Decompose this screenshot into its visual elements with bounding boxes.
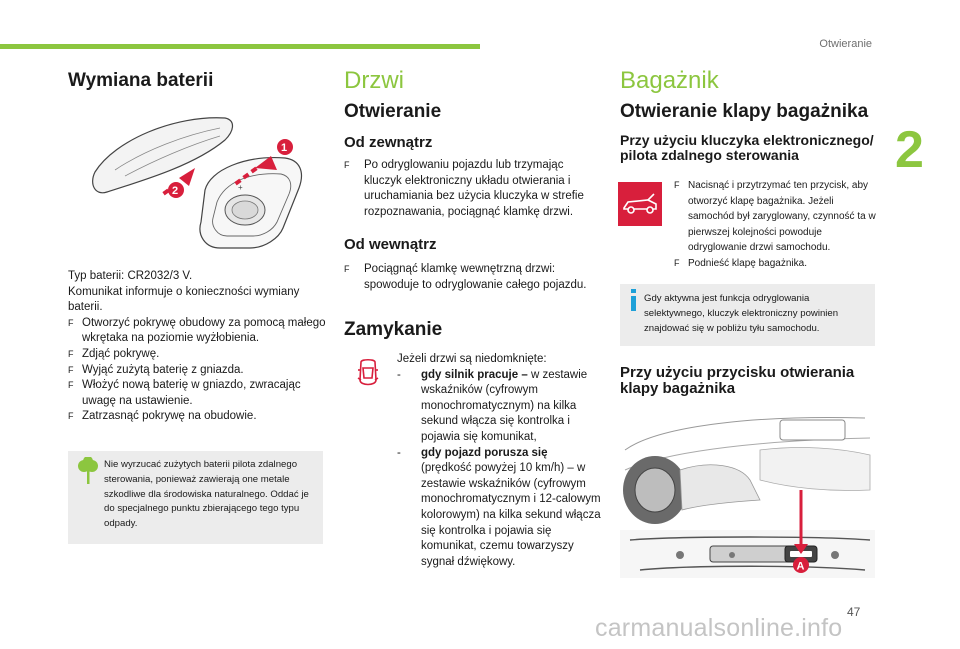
page-number: 47 [847,605,861,619]
battery-step: F Zdjąć pokrywę. [68,347,326,363]
remote-steps [674,178,878,272]
remote-step: F Nacisnąć i przytrzymać ten przycisk, aby otworzyć klapę bagażnika. Jeżeli samochód był zaryglowany, czynność ta w pierwszej kolejności powoduje odryglowanie drzwi samochodu. [674,180,876,254]
chapter-color-bar [0,44,480,49]
figure-marker-1: 1 [281,142,288,154]
section-header: Otwieranie [819,38,872,50]
bullet-icon: F [68,348,74,359]
bullet-icon: F [674,180,680,190]
bullet-icon: F [344,264,350,274]
outside-title: Od zewnątrz [344,134,433,151]
button-title: Przy użyciu przycisku otwierania klapy bagażnika [620,364,855,397]
inside-step: F Pociągnąć klamkę wewnętrzną drzwi: spowoduje to odryglowanie całego pojazdu. [344,263,587,291]
bullet-icon: F [68,411,74,422]
outside-text-block [344,158,600,220]
inside-title: Od wewnątrz [344,236,437,253]
remote-step: F Podnieść klapę bagażnika. [674,256,878,272]
figure-marker-2: 2 [172,185,179,197]
dash-marker: - [397,368,401,381]
doors-opening-title: Otwieranie [344,101,442,122]
svg-text:+: + [238,183,243,192]
leaf-icon [77,457,99,487]
info-icon [629,289,639,311]
dash-marker: - [397,446,401,459]
battery-type-line: Typ baterii: CR2032/3 V. [68,270,193,282]
closing-text [397,352,602,570]
chapter-number: 2 [895,121,924,179]
trunk-section-title: Bagażnik [620,67,719,94]
closing-case: - gdy silnik pracuje – w zestawie wskaźników (cyfrowym monochromatycznym) na kilka sekund włącza się kontrolka i pojawia się komunikat, [397,368,588,443]
environment-note-text: Nie wyrzucać zużytych baterii pilota zdalnego sterowania, ponieważ zawierają one metale szkodliwe dla środowiska naturalnego. Oddać je do specjalnego punktu zbierającego tego typu odpady. [104,459,309,530]
remote-title: Przy użyciu kluczyka elektronicznego/ pilota zdalnego sterowania [620,132,874,163]
watermark: carmanualsonline.info [595,614,843,642]
inside-text-block [344,262,600,293]
closing-case: - gdy pojazd porusza się (prędkość powyżej 10 km/h) – w zestawie wskaźników (cyfrowym monochromatycznym i 12-calowym kolorowym) na kilka sekund włącza się kontrolka i pojawia się komunikat, czemu towarzyszy sygnał dźwiękowy. [397,446,601,568]
trunk-opening-title: Otwieranie klapy bagażnika [620,101,869,122]
bullet-icon: F [674,257,680,268]
bullet-icon: F [68,380,74,391]
outside-step: F Po odryglowaniu pojazdu lub trzymając kluczyk elektroniczny układu otwierania i uruchamiania bez użycia kluczyka w strefie rozpoznawania, pociągnąć klamkę drzwi. [344,159,584,218]
figure-marker-a: A [796,560,805,573]
battery-title: Wymiana baterii [68,70,214,91]
door-warning-icon [356,358,380,392]
bullet-icon: F [68,317,74,328]
trunk-button-figure [620,410,875,580]
closing-title: Zamykanie [344,319,443,340]
key-battery-figure [85,110,315,260]
battery-step: F Włożyć nową baterię w gniazdo, zwracając uwagę na ustawienie. [68,379,301,407]
battery-step: F Zatrzasnąć pokrywę na obudowie. [68,409,326,425]
doors-section-title: Drzwi [344,67,404,94]
selective-unlock-text: Gdy aktywna jest funkcja odryglowania selektywnego, kluczyk elektroniczny powinien znajdować się w pobliżu tyłu samochodu. [644,293,839,334]
battery-step: F Otworzyć pokrywę obudowy za pomocą małego wkrętaka na poziomie wyżłobienia. [68,316,326,345]
battery-step: F Wyjąć zużytą baterię z gniazda. [68,363,326,379]
trunk-open-icon [618,182,662,226]
bullet-icon: F [68,364,74,375]
closing-intro: Jeżeli drzwi są niedomknięte: [397,353,547,365]
battery-info-line: Komunikat informuje o konieczności wymiany baterii. [68,285,300,314]
battery-instructions [68,269,326,425]
bullet-icon: F [344,160,350,170]
